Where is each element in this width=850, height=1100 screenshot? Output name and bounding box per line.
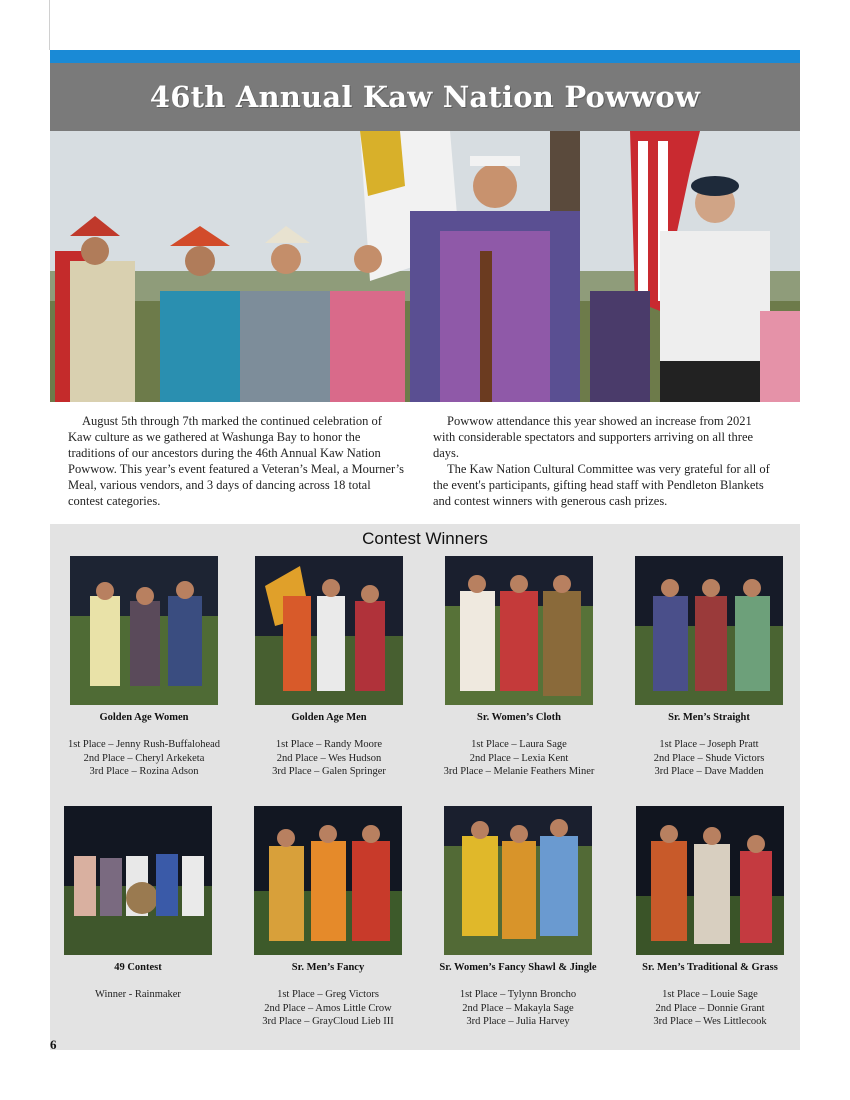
winner-card-golden-age-women bbox=[54, 556, 234, 779]
winner-entry: 3rd Place – GrayCloud Lieb III bbox=[262, 1016, 394, 1027]
section-heading: Contest Winners bbox=[362, 529, 488, 548]
winner-photo bbox=[255, 556, 403, 705]
winner-entry: 1st Place – Louie Sage bbox=[662, 989, 758, 1000]
winner-list bbox=[428, 988, 608, 1029]
winner-entry: 2nd Place – Amos Little Crow bbox=[264, 1002, 392, 1014]
page-title: 46th Annual Kaw Nation Powwow bbox=[149, 80, 701, 114]
winner-card-sr-mens-fancy bbox=[238, 806, 418, 1029]
winner-photo bbox=[635, 556, 783, 705]
category-title: Golden Age Men bbox=[291, 712, 367, 723]
category-title: Sr. Women’s Cloth bbox=[477, 712, 561, 723]
winner-entry: 2nd Place – Wes Hudson bbox=[276, 752, 382, 764]
winner-entry: 3rd Place – Rozina Adson bbox=[89, 766, 199, 777]
title-bar bbox=[50, 63, 800, 131]
winner-entry: 1st Place – Greg Victors bbox=[277, 989, 379, 1000]
winner-list bbox=[619, 738, 799, 779]
winner-entry: 2nd Place – Shude Victors bbox=[653, 752, 765, 764]
winner-entry: 3rd Place – Galen Springer bbox=[272, 766, 386, 777]
category-title: 49 Contest bbox=[114, 962, 162, 973]
winner-list bbox=[620, 988, 800, 1029]
winner-card-sr-mens-traditional-grass bbox=[620, 806, 800, 1029]
winner-list bbox=[54, 738, 234, 779]
winner-photo bbox=[70, 556, 218, 705]
winner-entry: Winner - Rainmaker bbox=[95, 989, 181, 1000]
winner-photo bbox=[444, 806, 592, 955]
winner-card-49-contest bbox=[48, 806, 228, 1002]
intro-paragraph: Powwow attendance this year showed an increase from 2021 with considerable spectators and supporters arriving on all three days. bbox=[433, 414, 754, 460]
winner-list bbox=[48, 988, 228, 1002]
winner-entry: 2nd Place – Cheryl Arkeketa bbox=[83, 752, 205, 764]
winner-entry: 3rd Place – Wes Littlecook bbox=[653, 1016, 767, 1027]
contest-winners-panel bbox=[50, 524, 800, 1050]
winner-entry: 2nd Place – Lexia Kent bbox=[469, 752, 569, 764]
page-margin-rule bbox=[49, 0, 50, 50]
winner-card-sr-mens-straight bbox=[619, 556, 799, 779]
category-title: Sr. Men’s Straight bbox=[668, 712, 750, 723]
accent-band bbox=[50, 50, 800, 63]
intro-paragraph: August 5th through 7th marked the continued celebration of Kaw culture as we gathered at Washunga Bay to honor the traditions of our ancestors during the 46th Annual Kaw Nation Powwow. This year’s event featured a Veteran’s Meal, a Mourner’s Meal, various vendors, and 3 days of dancing across 18 total contest categories. bbox=[68, 414, 405, 508]
winner-entry: 3rd Place – Julia Harvey bbox=[466, 1016, 570, 1027]
intro-column-right bbox=[433, 413, 773, 509]
winner-entry: 1st Place – Tylynn Broncho bbox=[459, 989, 577, 1000]
winner-entry: 1st Place – Jenny Rush-Buffalohead bbox=[67, 739, 221, 750]
winner-list bbox=[429, 738, 609, 779]
category-title: Sr. Women’s Fancy Shawl & Jingle bbox=[439, 962, 597, 973]
hero-photo bbox=[50, 131, 800, 402]
intro-column-left bbox=[68, 413, 408, 509]
winner-entry: 3rd Place – Dave Madden bbox=[654, 766, 764, 777]
winner-list bbox=[238, 988, 418, 1029]
winner-list bbox=[239, 738, 419, 779]
intro-text bbox=[68, 413, 788, 509]
winner-card-sr-womens-cloth bbox=[429, 556, 609, 779]
winner-card-golden-age-men bbox=[239, 556, 419, 779]
page-number: 6 bbox=[50, 1037, 57, 1052]
category-title: Golden Age Women bbox=[99, 712, 189, 723]
category-title: Sr. Men’s Traditional & Grass bbox=[642, 962, 778, 973]
winner-entry: 2nd Place – Donnie Grant bbox=[655, 1002, 765, 1014]
winner-photo bbox=[64, 806, 212, 955]
winner-entry: 1st Place – Randy Moore bbox=[275, 739, 383, 750]
winner-entry: 2nd Place – Makayla Sage bbox=[462, 1002, 574, 1014]
winner-entry: 1st Place – Joseph Pratt bbox=[659, 739, 759, 750]
winner-photo bbox=[445, 556, 593, 705]
category-title: Sr. Men’s Fancy bbox=[291, 962, 365, 973]
winner-entry: 1st Place – Laura Sage bbox=[471, 739, 567, 750]
winner-photo bbox=[636, 806, 784, 955]
winner-photo bbox=[254, 806, 402, 955]
intro-paragraph: The Kaw Nation Cultural Committee was very grateful for all of the event's participants, gifting head staff with Pendleton Blankets and contest winners with generous cash prizes. bbox=[433, 462, 770, 508]
winner-card-sr-womens-fancy-shawl-jingle bbox=[428, 806, 608, 1029]
winner-entry: 3rd Place – Melanie Feathers Miner bbox=[443, 766, 595, 777]
